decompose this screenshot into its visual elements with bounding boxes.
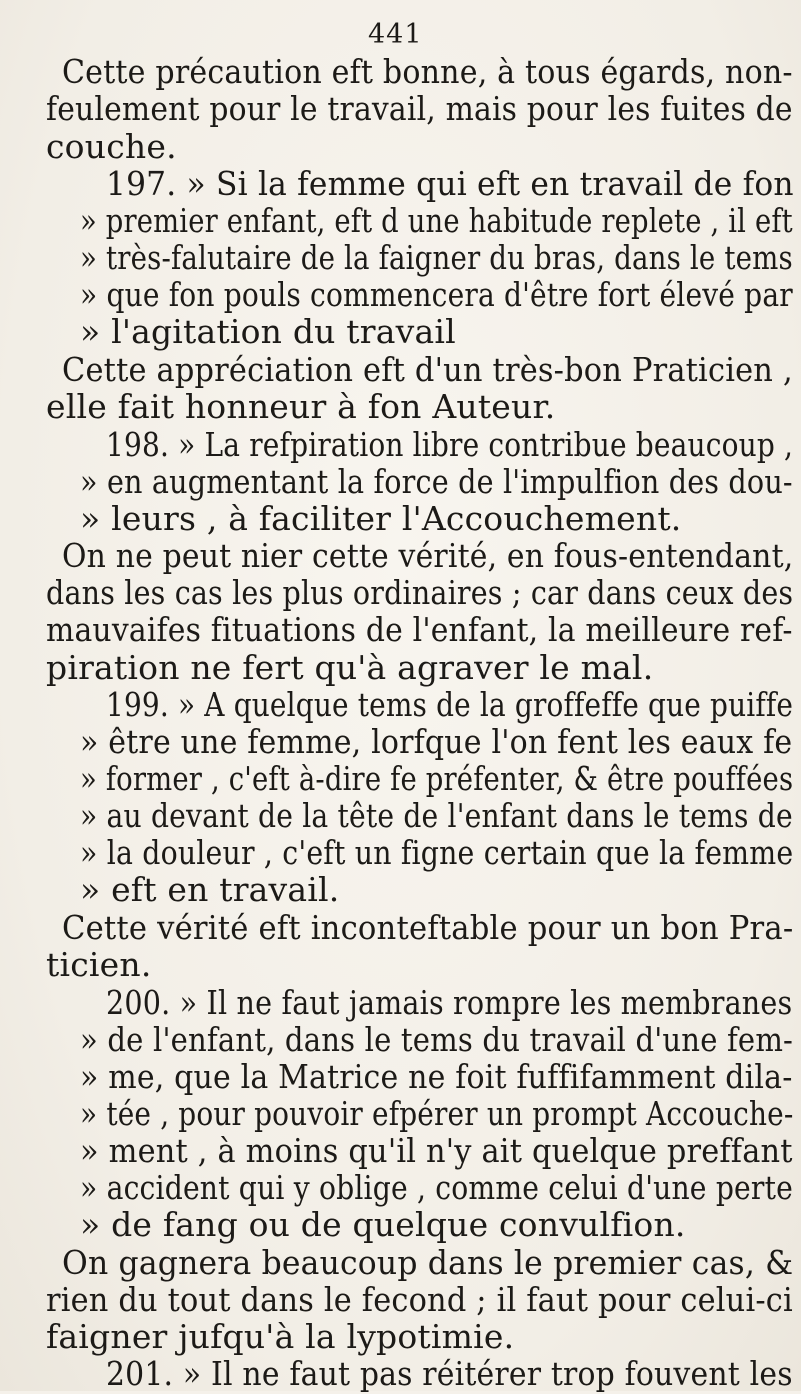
page-number: 441: [368, 19, 423, 50]
text-line: couche.: [46, 127, 177, 166]
text-line: 198. » La refpiration libre contribue beaucoup ,: [106, 425, 794, 464]
text-line: » que fon pouls commencera d'être fort élevé par: [80, 275, 793, 314]
text-line: » de fang ou de quelque convulfion.: [80, 1205, 686, 1244]
text-line: Cette précaution eft bonne, à tous égards, non-: [62, 52, 793, 91]
text-line: 197. » Si la femme qui eft en travail de fon: [106, 164, 794, 203]
text-line: » me, que la Matrice ne foit fuffifamment dila-: [80, 1057, 793, 1096]
text-line: » au devant de la tête de l'enfant dans le tems de: [80, 796, 793, 835]
text-line: dans les cas les plus ordinaires ; car dans ceux des: [46, 573, 794, 612]
text-line: » premier enfant, eft d une habitude replete , il eft: [80, 201, 793, 240]
text-line: piration ne fert qu'à agraver le mal.: [46, 648, 654, 687]
text-line: » eft en travail.: [80, 870, 340, 909]
text-line: rien du tout dans le fecond ; il faut pour celui-ci: [46, 1280, 793, 1319]
text-line: Cette vérité eft inconteftable pour un bon Pra-: [62, 908, 794, 947]
text-line: mauvaifes fituations de l'enfant, la meilleure ref-: [46, 610, 793, 649]
text-line: feulement pour le travail, mais pour les fuites de: [46, 89, 793, 128]
text-line: elle fait honneur à fon Auteur.: [46, 387, 556, 426]
text-line: » l'agitation du travail: [80, 312, 456, 351]
text-line: » leurs , à faciliter l'Accouchement.: [80, 499, 682, 538]
text-line: » tée , pour pouvoir efpérer un prompt Accouche-: [80, 1094, 794, 1133]
text-line: » de l'enfant, dans le tems du travail d'une fem-: [80, 1020, 794, 1059]
text-line: » la douleur , c'eft un figne certain que la femme: [80, 833, 794, 872]
text-line: On gagnera beaucoup dans le premier cas, &: [62, 1243, 794, 1282]
text-line: » accident qui y oblige , comme celui d'une perte: [80, 1168, 793, 1207]
text-line: » former , c'eft à-dire fe préfenter, & être pouffées: [80, 759, 794, 798]
text-line: » très-falutaire de la faigner du bras, dans le tems: [80, 238, 793, 277]
text-line: Cette appréciation eft d'un très-bon Praticien ,: [62, 350, 793, 389]
text-line: » être une femme, lorfque l'on fent les eaux fe: [80, 722, 793, 761]
text-line: ticien.: [46, 945, 152, 984]
text-line: » en augmentant la force de l'impulfion des dou-: [80, 462, 793, 501]
text-line: 199. » A quelque tems de la groffeffe que puiffe: [106, 685, 794, 724]
text-line: faigner jufqu'à la lypotimie.: [46, 1317, 515, 1356]
text-line: 201. » Il ne faut pas réitérer trop fouvent les: [106, 1354, 793, 1393]
text-line: 200. » Il ne faut jamais rompre les membranes: [106, 983, 793, 1022]
text-line: On ne peut nier cette vérité, en fous-entendant,: [62, 536, 794, 575]
text-line: » ment , à moins qu'il n'y ait quelque preffant: [80, 1131, 793, 1170]
